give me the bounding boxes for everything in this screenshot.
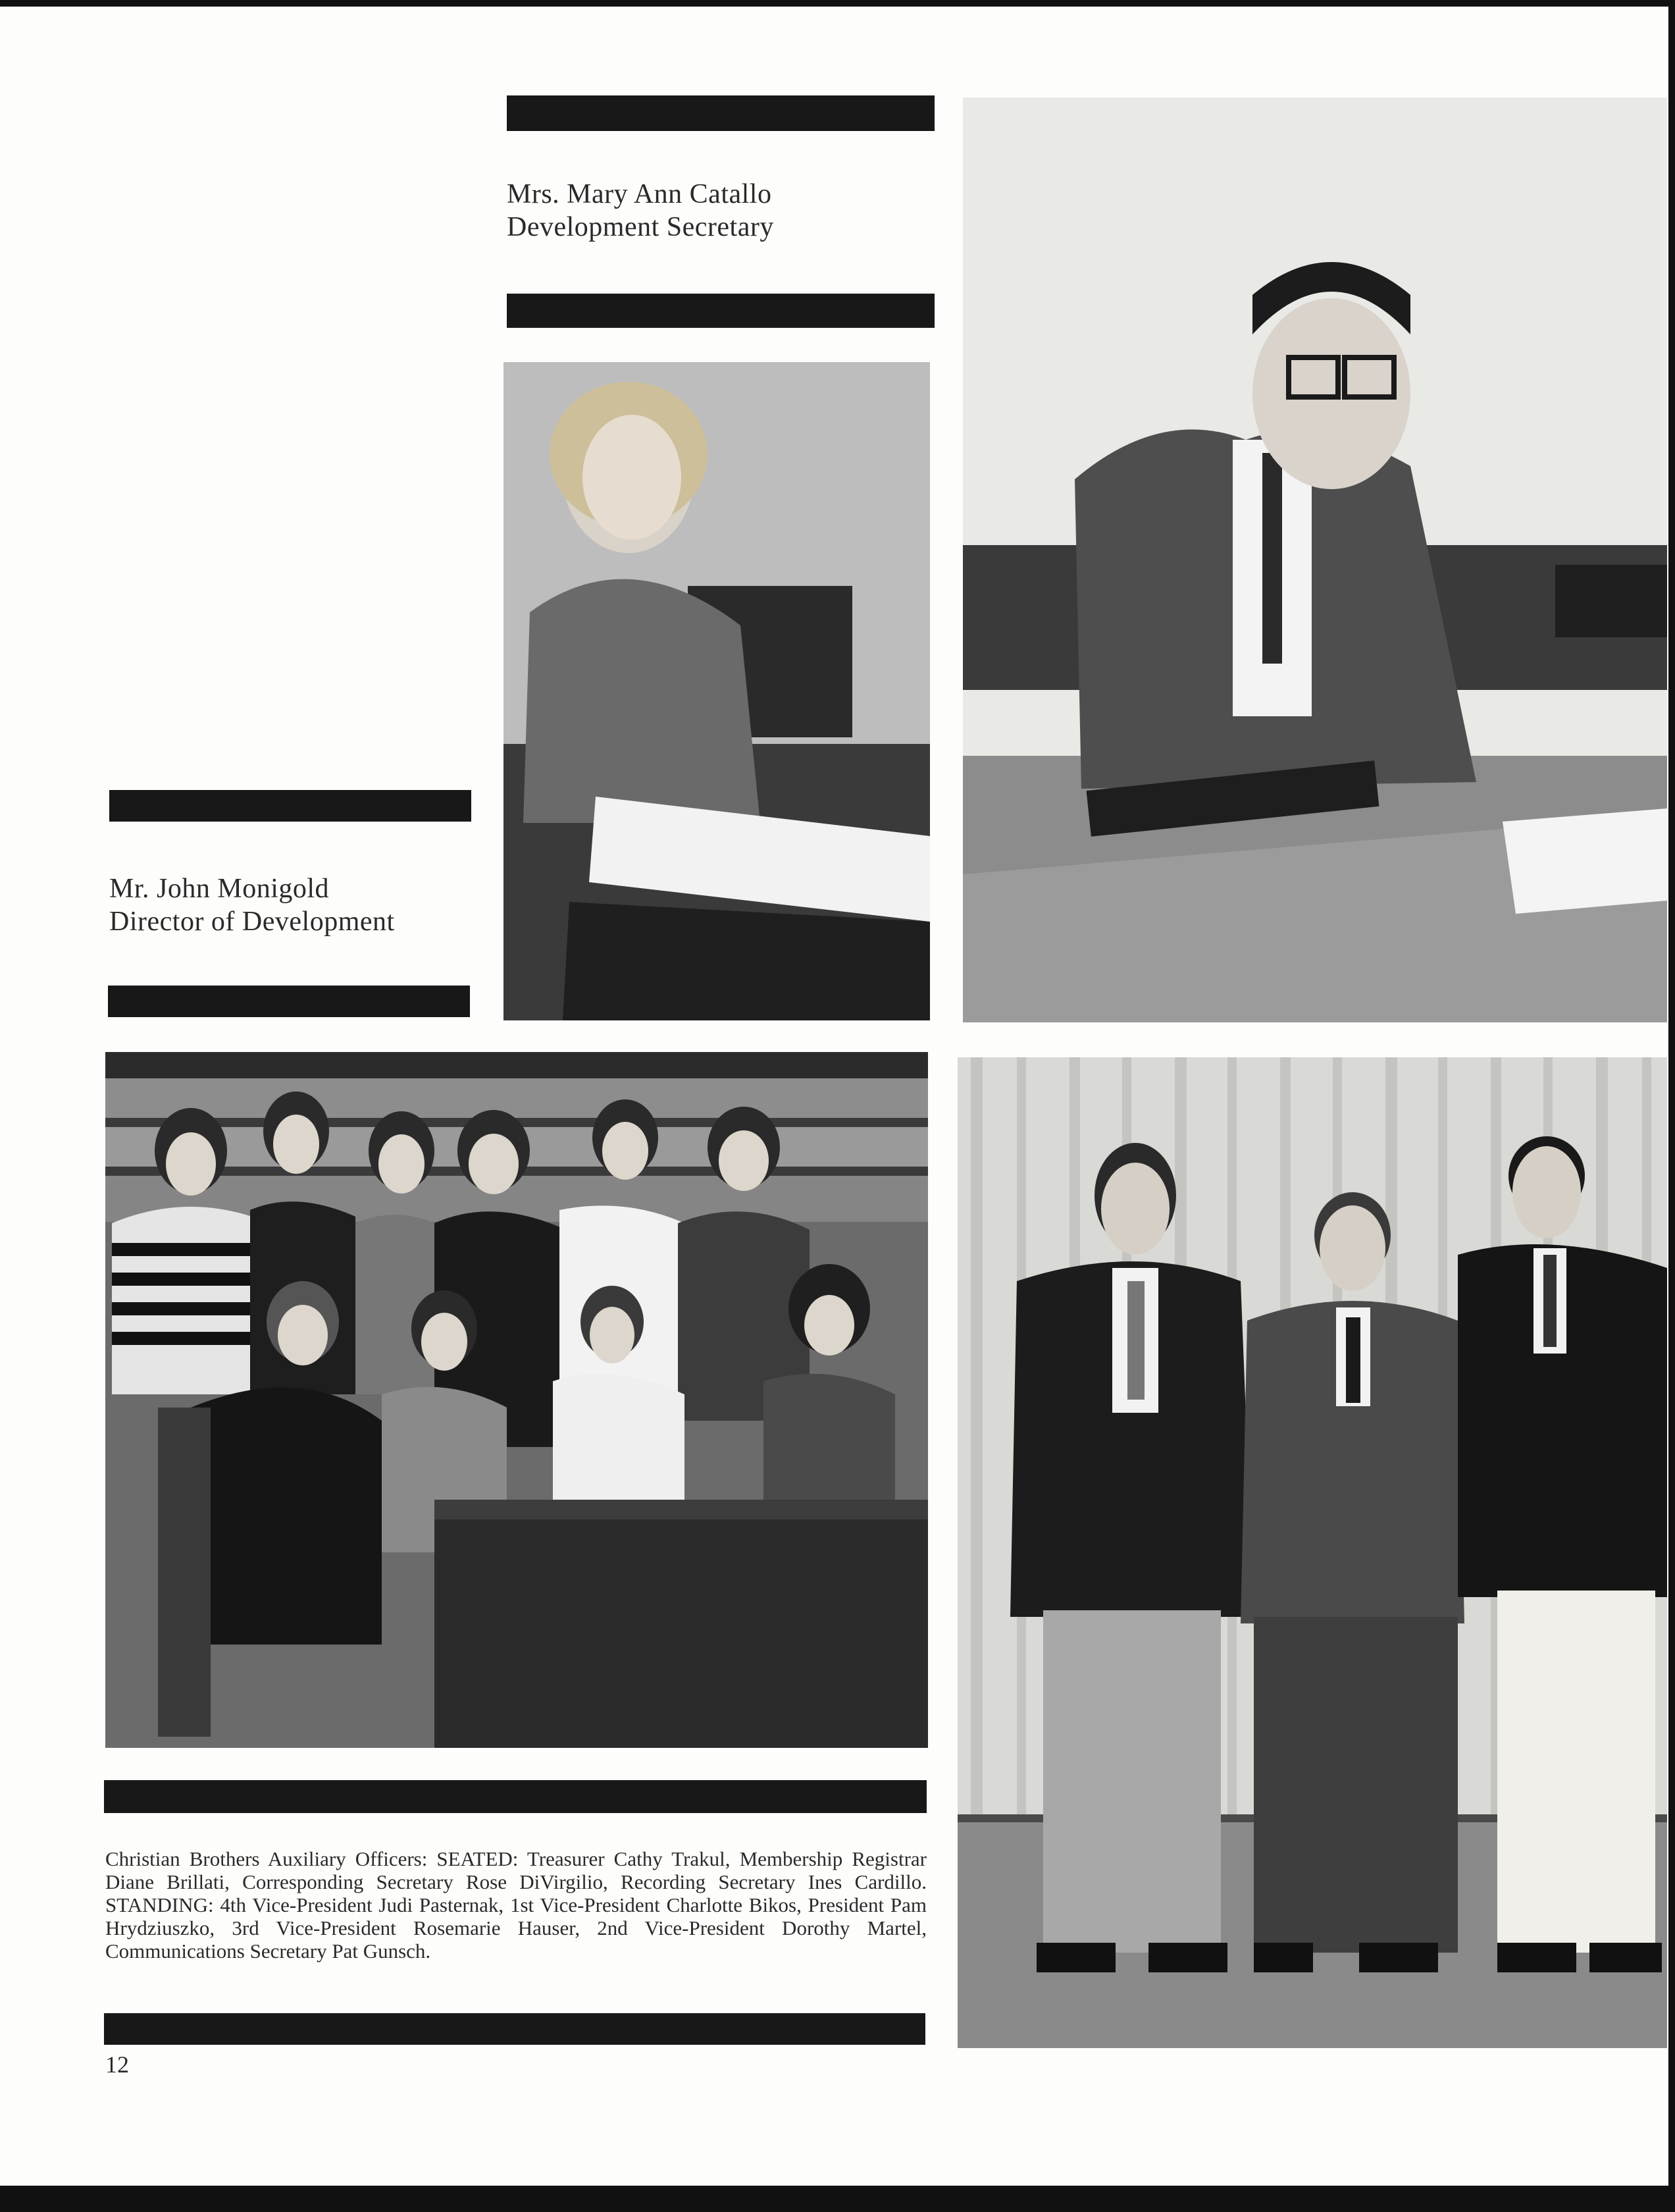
- photo-catallo-shapes: [503, 362, 930, 1020]
- page-number: 12: [105, 2051, 129, 2078]
- monigold-title: Director of Development: [109, 907, 395, 937]
- photo-monigold-shapes: [963, 97, 1667, 1022]
- photo-mary-ann-catallo: [503, 362, 930, 1020]
- catallo-name: Mrs. Mary Ann Catallo: [507, 179, 772, 209]
- monigold-name: Mr. John Monigold: [109, 874, 330, 904]
- catallo-title: Development Secretary: [507, 212, 774, 242]
- photo-auxiliary-shapes: [105, 1052, 928, 1748]
- monigold-caption: [109, 872, 395, 938]
- rule-bar-monigold-top: [109, 790, 471, 822]
- catallo-caption: [507, 178, 774, 244]
- auxiliary-officers-caption: Christian Brothers Auxiliary Officers: SEATED: Treasurer Cathy Trakul, Membership Registrar Diane Brillati, Corresponding Secretary Rose DiVirgilio, Recording Secretary Ines Cardillo. STANDING: 4th Vice-President Judi Pasternak, 1st Vice-President Charlotte Bikos, President Pam Hrydziuszko, 3rd Vice-President Rosemarie Hauser, 2nd Vice-President Dorothy Martel, Communications Secretary Pat Gunsch.: [105, 1847, 927, 1962]
- photo-three-men-shapes: [958, 1057, 1667, 2048]
- scan-border-top: [0, 0, 1675, 7]
- rule-bar-catallo-top: [507, 95, 935, 131]
- rule-bar-catallo-bottom: [507, 294, 935, 328]
- rule-bar-monigold-bottom: [108, 986, 470, 1017]
- rule-bar-auxiliary-top: [104, 1780, 927, 1813]
- photo-john-monigold: [963, 97, 1667, 1022]
- photo-auxiliary-officers: [105, 1052, 928, 1748]
- scan-border-right: [1668, 0, 1675, 2212]
- scan-border-bottom: [0, 2186, 1675, 2212]
- rule-bar-auxiliary-bottom: [104, 2013, 925, 2045]
- photo-three-men: [958, 1057, 1667, 2048]
